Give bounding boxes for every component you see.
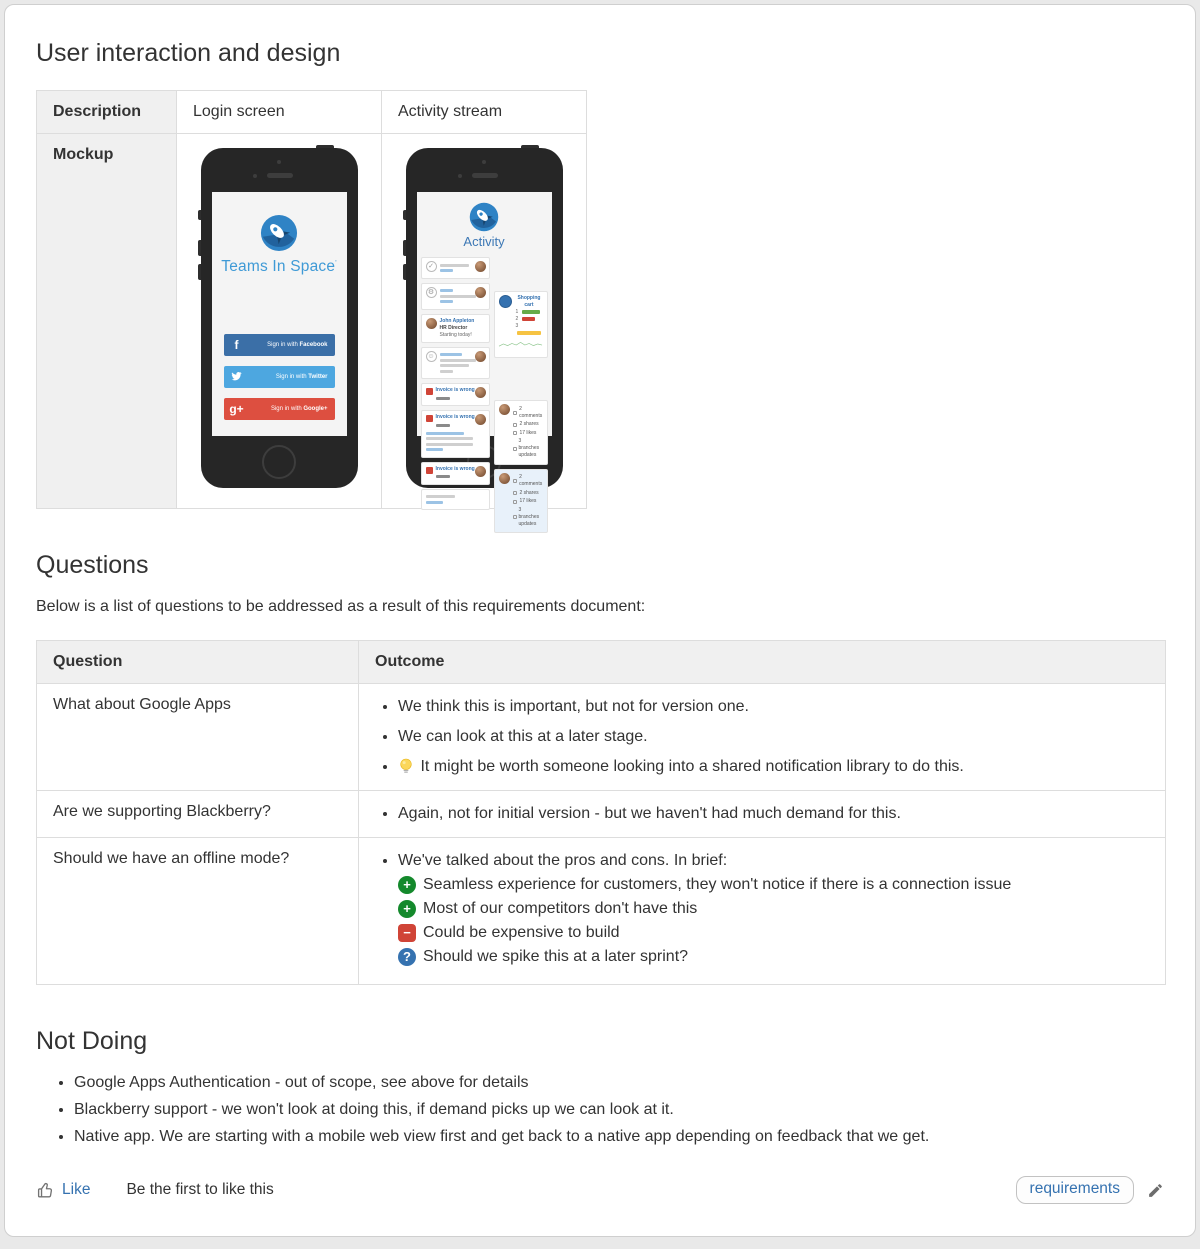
phone-camera-dot — [277, 160, 281, 164]
plus-circle-icon: + — [398, 900, 416, 918]
login-mockup-cell — [177, 134, 382, 509]
mockup-table-header-row — [37, 91, 587, 134]
feed-item-new-hire: John Appleton HR Director Starting today! — [421, 314, 491, 343]
sign-in-facebook-button[interactable]: f Sign in with Facebook — [224, 334, 335, 356]
not-doing-heading: Not Doing — [36, 1027, 148, 1055]
con-point: − Could be expensive to build — [375, 924, 1149, 942]
feed-item-invoice: Invoice is wrong — [421, 383, 491, 406]
volume-up-button — [198, 240, 201, 256]
activity-screen — [417, 192, 552, 527]
outcome-bullet: • We can look at this at a later stage. — [398, 728, 1149, 746]
login-screen — [212, 192, 347, 436]
outcome-bullet: • We think this is important, but not for version one. — [398, 698, 1149, 716]
mockup-row-header: Mockup — [37, 134, 177, 509]
mute-switch — [403, 210, 406, 220]
like-label: Like — [62, 1181, 91, 1198]
questions-table — [36, 640, 1166, 985]
facebook-icon: f — [234, 338, 239, 352]
question-cell: Are we supporting Blackberry? — [37, 791, 359, 838]
phone-camera-icon — [253, 174, 257, 178]
phone-camera-icon — [458, 174, 462, 178]
question-cell: What about Google Apps — [37, 684, 359, 791]
share-icon — [513, 491, 517, 495]
comment-icon — [513, 479, 517, 483]
activity-feed — [417, 257, 552, 537]
avatar — [499, 473, 510, 484]
login-phone-mockup — [201, 148, 358, 488]
mockup-table — [36, 90, 587, 527]
feed-item-attachment — [421, 489, 491, 511]
feed-item-task — [421, 257, 491, 279]
power-button — [316, 145, 334, 148]
invoice-error-icon — [426, 467, 433, 474]
list-item: • Google Apps Authentication - out of scope, see above for details — [74, 1074, 1164, 1092]
outcome-column-header: Outcome — [359, 641, 1166, 684]
page-title: User interaction and design — [36, 39, 341, 67]
like-icon — [513, 431, 517, 435]
table-row — [37, 684, 1166, 791]
status-badge-yellow — [517, 331, 541, 335]
phone-speaker — [267, 173, 293, 178]
volume-up-button — [403, 240, 406, 256]
share-icon — [513, 423, 517, 427]
outcome-cell — [359, 684, 1166, 791]
table-row — [37, 838, 1166, 985]
edit-labels-pencil-icon[interactable] — [1147, 1182, 1164, 1199]
questions-heading: Questions — [36, 551, 149, 579]
labels-section — [1016, 1176, 1164, 1204]
like-hint-text: Be the first to like this — [126, 1181, 274, 1198]
pro-point: + Most of our competitors don't have this — [375, 900, 1149, 918]
volume-down-button — [403, 264, 406, 280]
stats-card-highlighted: 2 comments 2 shares 17 likes 3 branches updates — [494, 469, 547, 534]
question-cell: Should we have an offline mode? — [37, 838, 359, 985]
power-button — [521, 145, 539, 148]
question-point: ? Should we spike this at a later sprint? — [375, 948, 1149, 966]
feed-item-invoice-detail: Invoice is wrong — [421, 410, 491, 458]
branch-icon — [513, 447, 516, 451]
sparkline-chart — [499, 337, 542, 351]
outcome-bullet: • Again, not for initial version - but we haven't had much demand for this. — [398, 805, 1149, 823]
branch-icon — [513, 515, 516, 519]
outcome-cell — [359, 838, 1166, 985]
page-footer — [36, 1176, 1164, 1204]
page-card — [4, 4, 1196, 1237]
avatar — [475, 351, 486, 362]
mockup-col-login-screen: Login screen — [177, 91, 382, 134]
mute-switch — [198, 210, 201, 220]
shopping-cart-icon — [499, 295, 512, 308]
sign-in-twitter-button[interactable]: Sign in with Twitter — [224, 366, 335, 388]
avatar — [426, 318, 437, 329]
avatar — [475, 287, 486, 298]
plus-circle-icon: + — [398, 876, 416, 894]
teams-in-space-logo-icon — [469, 202, 499, 232]
status-badge-red — [522, 317, 535, 321]
outcome-bullet: • It might be worth someone looking into a shared notification library to do this. — [398, 758, 1149, 776]
mockup-col-activity-stream: Activity stream — [382, 91, 587, 134]
stats-card: 2 comments 2 shares 17 likes 3 branches updates — [494, 400, 547, 465]
avatar — [499, 404, 510, 415]
lightbulb-icon — [398, 758, 414, 774]
gear-icon: ⚙ — [426, 287, 437, 298]
outcome-cell — [359, 791, 1166, 838]
people-icon: ☺ — [427, 352, 435, 360]
feed-item-shared — [421, 347, 491, 380]
questions-intro: Below is a list of questions to be addressed as a result of this requirements document: — [36, 598, 646, 615]
teams-in-space-logo-icon — [260, 214, 298, 252]
activity-mockup-cell — [382, 134, 587, 527]
activity-title: Activity — [463, 234, 505, 249]
list-item: • Blackberry support - we won't look at doing this, if demand picks up we can look at it. — [74, 1101, 1164, 1119]
questions-table-header-row — [37, 641, 1166, 684]
twitter-icon — [224, 370, 250, 384]
invoice-error-icon — [426, 415, 433, 422]
table-row — [37, 791, 1166, 838]
brand-name: Teams In Space' — [221, 258, 337, 275]
comment-icon — [513, 411, 517, 415]
pro-point: + Seamless experience for customers, they won't notice if there is a connection issue — [375, 876, 1149, 894]
question-circle-icon: ? — [398, 948, 416, 966]
phone-camera-dot — [482, 160, 486, 164]
invoice-error-icon — [426, 388, 433, 395]
mockup-table-row — [37, 134, 587, 509]
like-button[interactable] — [36, 1181, 90, 1200]
signin-buttons — [224, 324, 335, 420]
shopping-cart-card: Shopping cart 1 2 3 — [494, 291, 547, 358]
volume-down-button — [198, 264, 201, 280]
sign-in-google-button[interactable]: g+ Sign in with Google+ — [224, 398, 335, 420]
outcome-bullet: • We've talked about the pros and cons. In brief: — [398, 852, 1149, 870]
not-doing-list — [36, 1074, 1164, 1146]
activity-phone-mockup — [406, 148, 563, 527]
like-icon — [513, 500, 517, 504]
feed-item-invoice: Invoice is wrong — [421, 462, 491, 485]
mockup-col-description: Description — [37, 91, 177, 134]
avatar — [475, 466, 486, 477]
check-icon: ✓ — [426, 261, 437, 272]
question-column-header: Question — [37, 641, 359, 684]
status-badge-green — [522, 310, 540, 314]
feed-item-settings — [421, 283, 491, 310]
label-requirements[interactable]: requirements — [1016, 1176, 1134, 1204]
google-plus-icon: g+ — [229, 402, 244, 416]
thumbs-up-icon — [36, 1181, 55, 1200]
list-item: • Native app. We are starting with a mobile web view first and get back to a native app depending on feedback that we get. — [74, 1128, 1164, 1146]
phone-home-button — [262, 445, 296, 479]
phone-speaker — [472, 173, 498, 178]
minus-square-icon: − — [398, 924, 416, 942]
